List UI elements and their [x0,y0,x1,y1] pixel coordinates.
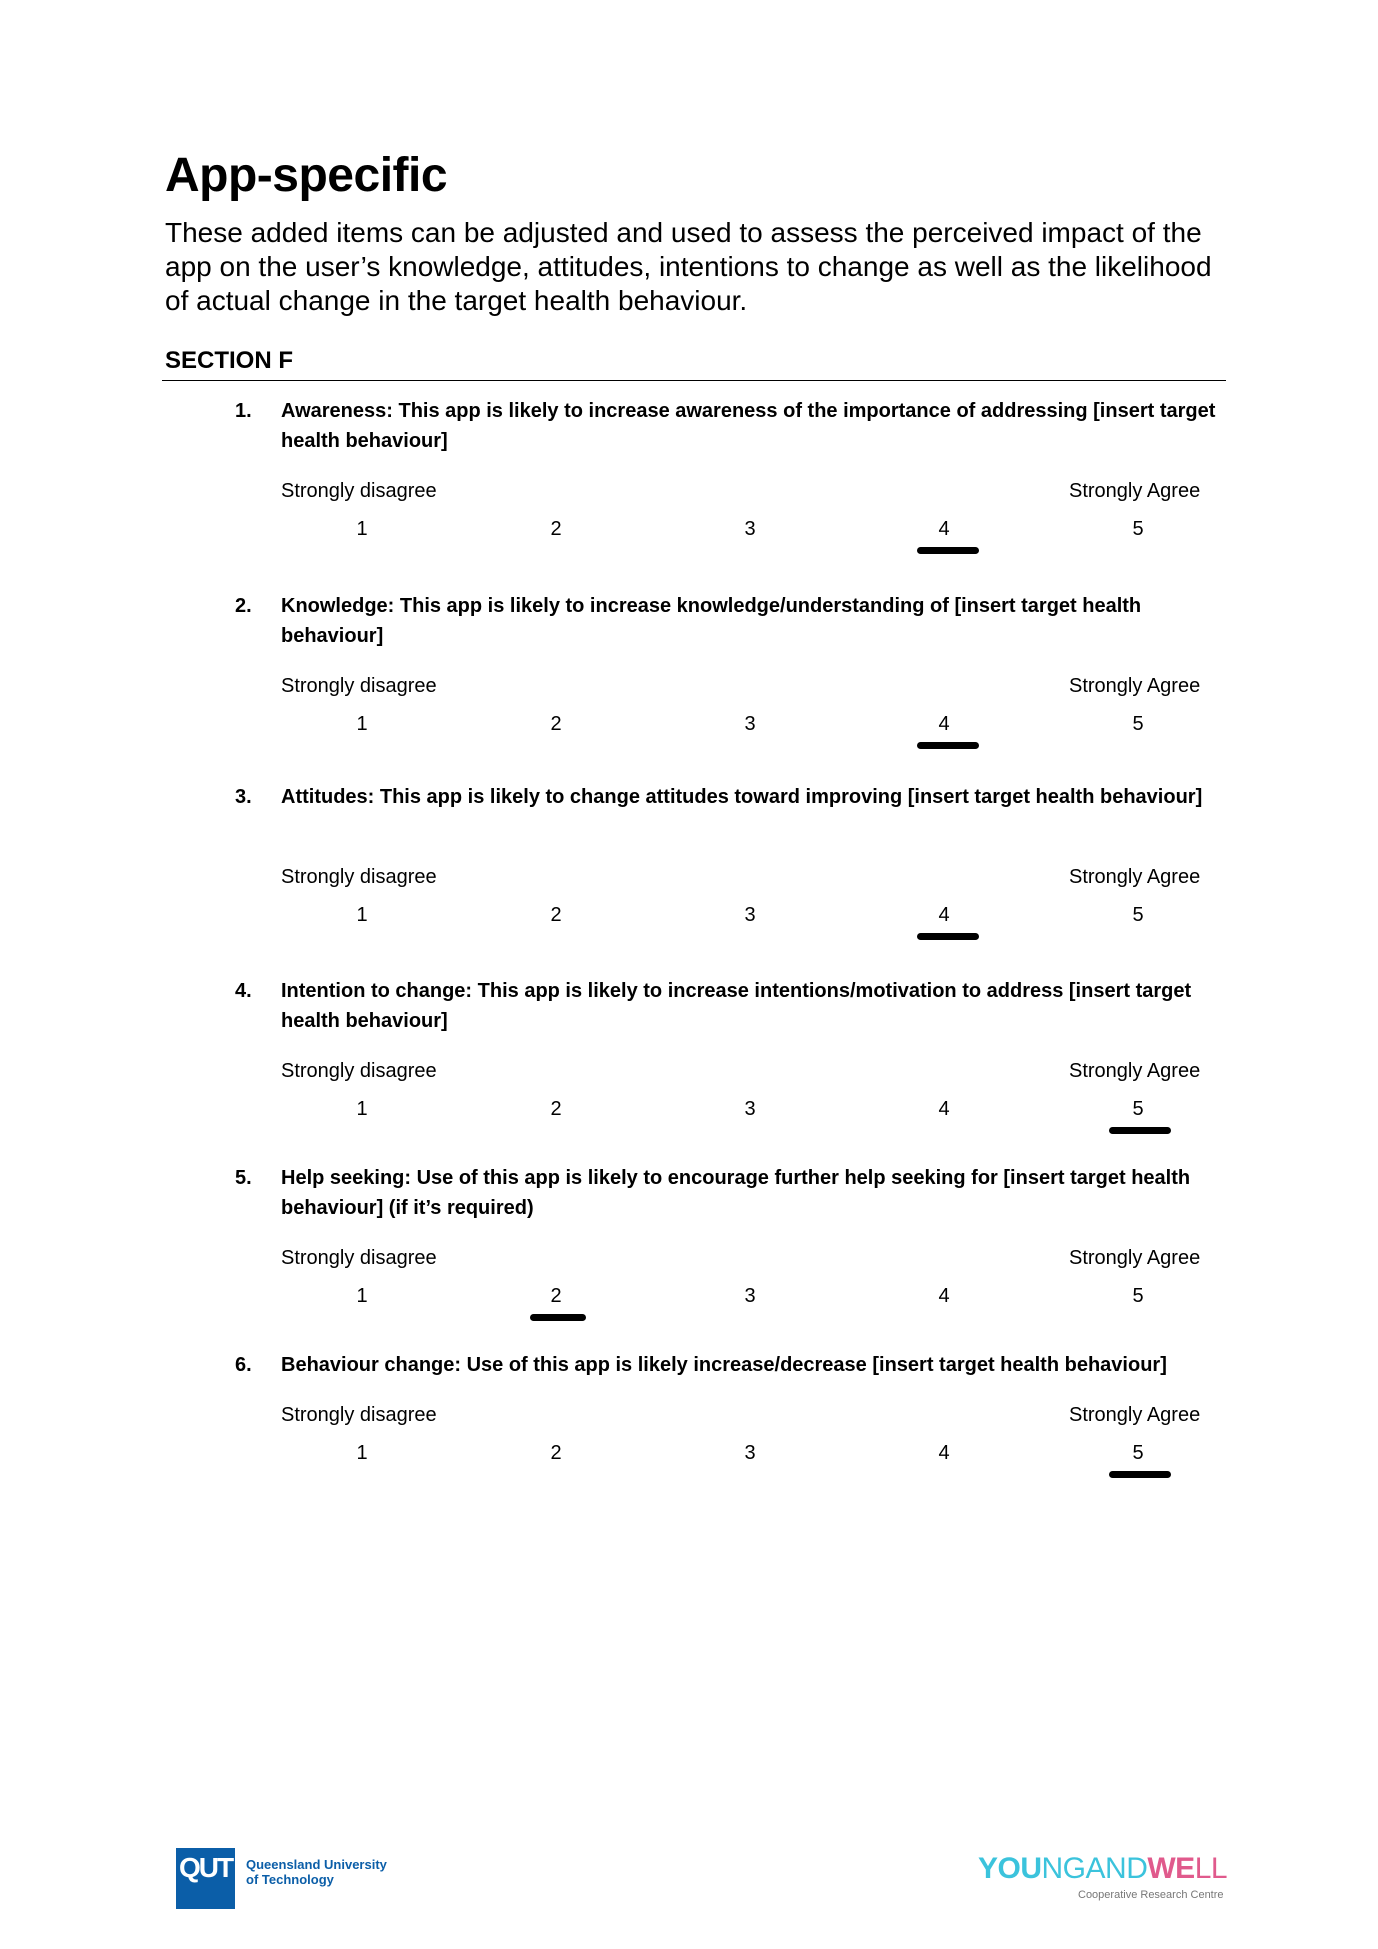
question-text: Intention to change: This app is likely to increase intentions/motivation to address [insert target health behaviour] [281,980,1192,1032]
yw-part4: LL [1194,1852,1228,1885]
scale-option-5[interactable]: 5 [1132,1098,1144,1120]
question-number: 3. [235,786,252,808]
scale-option-2[interactable]: 2 [550,1098,562,1120]
scale-option-4[interactable]: 4 [938,1442,950,1464]
scale-option-4[interactable]: 4 [938,1285,950,1307]
scale-left-anchor: Strongly disagree [281,480,437,502]
question-number: 4. [235,980,252,1002]
section-label: SECTION F [165,347,294,374]
scale-left-anchor: Strongly disagree [281,1247,437,1269]
scale-option-1[interactable]: 1 [356,1285,368,1307]
question-number: 5. [235,1167,252,1189]
scale-right-anchor: Strongly Agree [1069,1060,1201,1082]
youngandwell-logo [978,1852,1227,1886]
selected-answer-mark [917,933,979,940]
qut-logo-line1: Queensland University [246,1857,387,1872]
qut-logo-line2: of Technology [246,1872,334,1887]
scale-option-5[interactable]: 5 [1132,1285,1144,1307]
scale-left-anchor: Strongly disagree [281,675,437,697]
scale-option-2[interactable]: 2 [550,518,562,540]
scale-right-anchor: Strongly Agree [1069,1404,1201,1426]
page-title: App-specific [165,149,448,202]
scale-option-1[interactable]: 1 [356,518,368,540]
scale-option-5[interactable]: 5 [1132,1442,1144,1464]
scale-right-anchor: Strongly Agree [1069,675,1201,697]
selected-answer-mark [1109,1127,1171,1134]
yw-part2: NGAND [1041,1852,1148,1885]
question-number: 2. [235,595,252,617]
yw-part1: YOU [978,1852,1042,1885]
scale-option-4[interactable]: 4 [938,1098,950,1120]
question-text: Awareness: This app is likely to increase awareness of the importance of addressing [insert target health behaviour] [281,400,1216,452]
scale-option-5[interactable]: 5 [1132,713,1144,735]
scale-left-anchor: Strongly disagree [281,1404,437,1426]
selected-answer-mark [530,1314,586,1321]
scale-option-2[interactable]: 2 [550,713,562,735]
section-divider [162,380,1226,381]
scale-option-3[interactable]: 3 [744,713,756,735]
question-text: Help seeking: Use of this app is likely to encourage further help seeking for [insert target health behaviour] (if it’s required) [281,1167,1191,1219]
question-text: Knowledge: This app is likely to increase knowledge/understanding of [insert target health behaviour] [281,595,1142,647]
scale-option-3[interactable]: 3 [744,1442,756,1464]
scale-option-5[interactable]: 5 [1132,518,1144,540]
scale-option-4[interactable]: 4 [938,713,950,735]
question-number: 6. [235,1354,252,1376]
youngandwell-subtitle: Cooperative Research Centre [1078,1889,1224,1901]
scale-right-anchor: Strongly Agree [1069,1247,1201,1269]
scale-option-1[interactable]: 1 [356,713,368,735]
scale-option-5[interactable]: 5 [1132,904,1144,926]
scale-option-3[interactable]: 3 [744,1285,756,1307]
question-text: Attitudes: This app is likely to change attitudes toward improving [insert target health behaviour] [281,786,1203,808]
scale-option-4[interactable]: 4 [938,904,950,926]
question-number: 1. [235,400,252,422]
scale-option-4[interactable]: 4 [938,518,950,540]
scale-option-1[interactable]: 1 [356,1098,368,1120]
question-text: Behaviour change: Use of this app is likely increase/decrease [insert target health behaviour] [281,1354,1167,1376]
scale-option-1[interactable]: 1 [356,904,368,926]
scale-option-3[interactable]: 3 [744,1098,756,1120]
yw-part3: WE [1147,1852,1195,1885]
intro-paragraph: These added items can be adjusted and used to assess the perceived impact of the app on the user’s knowledge, attitudes, intentions to change as well as the likelihood of actual change in the target health behaviour. [165,217,1212,316]
scale-right-anchor: Strongly Agree [1069,866,1201,888]
scale-right-anchor: Strongly Agree [1069,480,1201,502]
scale-option-2[interactable]: 2 [550,1442,562,1464]
scale-left-anchor: Strongly disagree [281,866,437,888]
selected-answer-mark [1109,1471,1171,1478]
scale-option-1[interactable]: 1 [356,1442,368,1464]
scale-option-3[interactable]: 3 [744,518,756,540]
qut-logo-mark: QUT [176,1848,235,1909]
scale-left-anchor: Strongly disagree [281,1060,437,1082]
selected-answer-mark [917,547,979,554]
selected-answer-mark [917,742,979,749]
scale-option-3[interactable]: 3 [744,904,756,926]
scale-option-2[interactable]: 2 [550,1285,562,1307]
scale-option-2[interactable]: 2 [550,904,562,926]
qut-logo-text [246,1857,387,1887]
